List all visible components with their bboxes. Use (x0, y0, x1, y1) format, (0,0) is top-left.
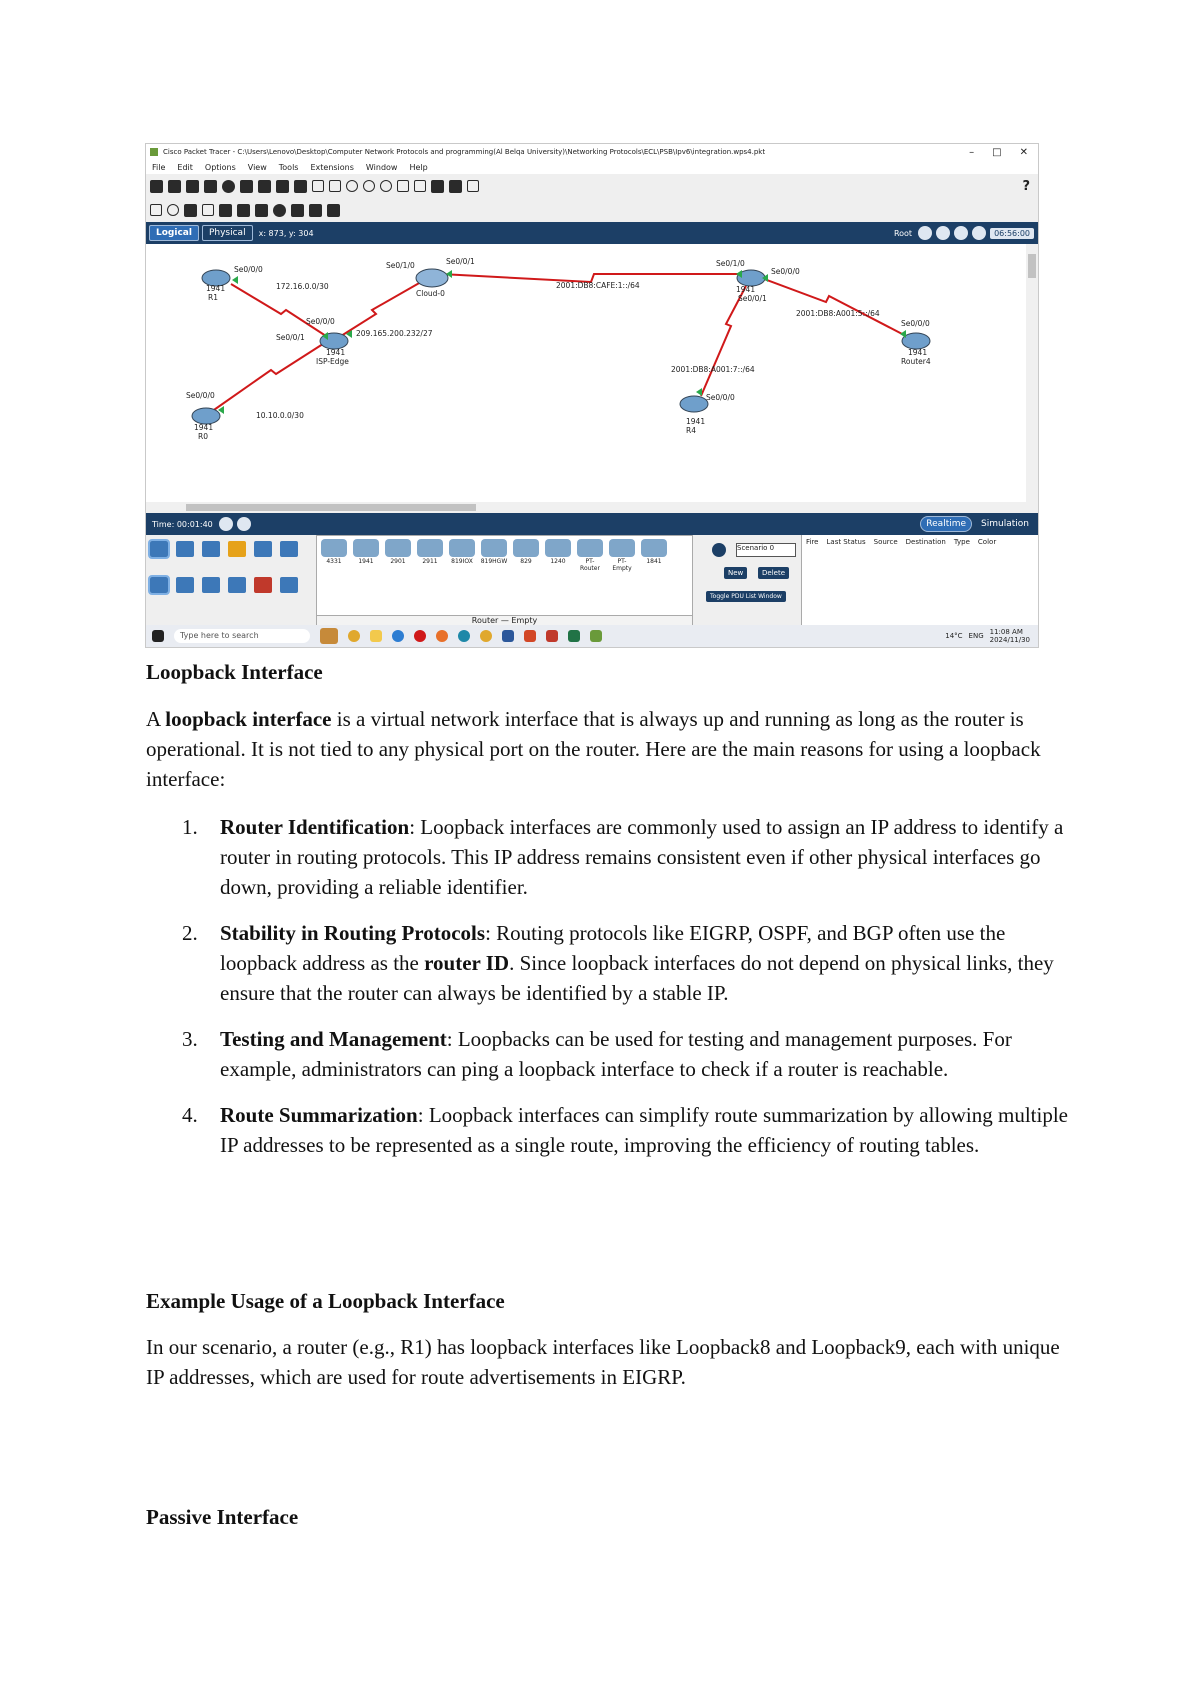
loopback-reasons-list (146, 812, 1076, 1176)
router-icon (385, 539, 411, 557)
add-complex-pdu-icon[interactable] (327, 204, 340, 217)
port-label: Se0/0/1 (276, 333, 305, 342)
menu-edit[interactable]: Edit (177, 162, 193, 172)
device-model: 1941 (686, 417, 706, 426)
taskbar-search-input[interactable]: Type here to search (174, 629, 310, 643)
firefox-icon[interactable] (436, 630, 448, 642)
multiuser-icon[interactable] (280, 541, 298, 557)
menu-extensions[interactable]: Extensions (310, 162, 354, 172)
maximize-button[interactable]: □ (992, 146, 1002, 158)
common-tools-bar (146, 198, 1038, 223)
device-tile[interactable] (384, 539, 412, 572)
device-tile-label: 2911 (422, 558, 438, 565)
device-panel (146, 535, 1038, 625)
drawing-palette-icon[interactable] (397, 180, 409, 192)
port-label: Se0/0/0 (901, 319, 930, 328)
delete-scenario-button[interactable]: Delete (758, 567, 789, 579)
pdf-icon[interactable] (546, 630, 558, 642)
simulation-mode-button[interactable]: Simulation (981, 519, 1029, 529)
windows-taskbar (146, 625, 1038, 647)
undo-icon[interactable] (312, 180, 324, 192)
time-display: Time: 00:01:40 (152, 519, 213, 529)
scenario-icon (712, 543, 726, 557)
save-icon[interactable] (186, 180, 199, 193)
device-model: 1941 (326, 348, 346, 357)
language-indicator: ENG (968, 632, 984, 640)
device-tile-label: 819HGW (480, 558, 508, 565)
menu-help[interactable]: Help (409, 162, 428, 172)
device-tile-label: 2901 (390, 558, 406, 565)
pdu-col-destination: Destination (905, 538, 946, 546)
network-label: 209.165.200.232/27 (356, 329, 433, 338)
device-tile-label: 1240 (550, 558, 566, 565)
chrome-alt-icon[interactable] (480, 630, 492, 642)
toggle-pdu-list-button[interactable]: Toggle PDU List Window (706, 591, 786, 602)
device-tile-label: PT-Router (580, 558, 600, 572)
device-list (316, 535, 693, 627)
loopback-intro: A loopback interface is a virtual network interface that is always up and running as long as the router is operational. It is not tied to any physical port on the router. Here are the main reasons for using a loopback interface: (146, 707, 1041, 791)
device-model: 1941 (194, 423, 214, 432)
draw-ellipse-icon[interactable] (273, 204, 286, 217)
minimize-button[interactable]: – (969, 146, 975, 158)
opera-icon[interactable] (414, 630, 426, 642)
menu-view[interactable]: View (247, 162, 267, 172)
resize-icon[interactable] (202, 204, 214, 216)
list-item: 1. Router Identification: Loopback interfaces are commonly used to assign an IP address to identify a router in routing protocols. This IP address remains consistent even if other physical interfaces go down, providing a reliable identifier. (182, 815, 1064, 899)
activity-wizard-icon[interactable] (258, 180, 271, 193)
tab-physical[interactable]: Physical (202, 225, 253, 241)
network-label: 10.10.0.0/30 (256, 411, 304, 420)
device-name: Cloud-0 (416, 289, 445, 298)
port-label: Se0/0/0 (186, 391, 215, 400)
example-paragraph: In our scenario, a router (e.g., R1) has loopback interfaces like Loopback8 and Loopback9, each with unique IP addresses, which are used for route advertisements in EIGRP. (146, 1335, 1060, 1389)
example-heading: Example Usage of a Loopback Interface (146, 1289, 505, 1313)
device-model: 1941 (908, 348, 928, 357)
router-icon (321, 539, 347, 557)
list-item: 3. Testing and Management: Loopbacks can be used for testing and management purposes. For example, administrators can ping a loopback interface to check if a router is reachable. (182, 1027, 1012, 1081)
loopback-heading: Loopback Interface (146, 660, 323, 684)
router-icon (641, 539, 667, 557)
device-tile[interactable] (512, 539, 540, 572)
wireless-icon[interactable] (228, 577, 246, 593)
menu-bar (146, 160, 1038, 174)
device-tile-label: 4331 (326, 558, 342, 565)
device-tile[interactable] (576, 539, 604, 572)
zoom-out-icon[interactable] (380, 180, 392, 192)
word-icon[interactable] (502, 630, 514, 642)
zoom-in-icon[interactable] (346, 180, 358, 192)
tab-logical[interactable]: Logical (149, 225, 199, 241)
weather-temperature: 14°C (945, 632, 963, 640)
print-icon[interactable] (204, 180, 217, 193)
root-label: Root (893, 228, 913, 238)
topology-diagram (146, 244, 1026, 502)
device-tile[interactable] (448, 539, 476, 572)
device-tile[interactable] (640, 539, 668, 572)
pdu-col-source: Source (873, 538, 898, 546)
add-simple-pdu-icon[interactable] (309, 204, 322, 217)
paste-icon[interactable] (294, 180, 307, 193)
pdu-list (801, 535, 1038, 625)
link-ispedge-cloud[interactable] (341, 282, 421, 336)
network-label: 172.16.0.0/30 (276, 282, 329, 291)
pdu-col-last-status: Last Status (826, 538, 866, 546)
router-icon (577, 539, 603, 557)
device-tile[interactable] (352, 539, 380, 572)
router-icon (545, 539, 571, 557)
device-tile[interactable] (480, 539, 508, 572)
router-r3[interactable] (680, 396, 708, 412)
router-icon (449, 539, 475, 557)
logical-workspace-bar (146, 222, 1038, 244)
notes-icon[interactable] (431, 180, 444, 193)
zoom-reset-icon[interactable] (363, 180, 375, 192)
router-router4[interactable] (902, 333, 930, 349)
info-icon[interactable] (222, 180, 235, 193)
powerpoint-icon[interactable] (524, 630, 536, 642)
window-title-bar (146, 144, 1038, 160)
port-label: Se0/0/0 (306, 317, 335, 326)
time-bar (146, 513, 1038, 535)
loopback-term: loopback interface (165, 707, 332, 731)
pdu-col-color: Color (977, 538, 997, 546)
file-explorer-icon[interactable] (370, 630, 382, 642)
inspect-icon[interactable] (167, 204, 179, 216)
security-icon[interactable] (254, 577, 272, 593)
navigation-icon[interactable] (954, 226, 968, 240)
device-name: R0 (198, 432, 208, 441)
router-icon (481, 539, 507, 557)
bear-widget-icon[interactable] (320, 628, 338, 644)
menu-window[interactable]: Window (365, 162, 398, 172)
app-icon (150, 148, 158, 156)
link-r1-ispedge[interactable] (231, 284, 326, 336)
hubs-icon[interactable] (202, 577, 220, 593)
port-label: Se0/1/0 (386, 261, 415, 270)
port-label: Se0/0/0 (706, 393, 735, 402)
end-devices-icon[interactable] (176, 541, 194, 557)
excel-icon[interactable] (568, 630, 580, 642)
network-devices-icon[interactable] (150, 541, 168, 557)
freeform-icon[interactable] (291, 204, 304, 217)
workspace-horizontal-scrollbar[interactable] (146, 502, 1038, 513)
device-tile-label: 829 (520, 558, 532, 565)
window-title: Cisco Packet Tracer - C:\Users\Lenovo\Desktop\Computer Network Protocols and programming(Al Belqa University)\Networking Protocols\ECL\PSB\Ipv6\integration.wps4.pkt (163, 148, 766, 156)
main-toolbar (146, 174, 1038, 199)
device-tile[interactable] (608, 539, 636, 572)
place-note-icon[interactable] (219, 204, 232, 217)
list-item: 4. Route Summarization: Loopback interfaces can simplify route summarization by allowing multiple IP addresses to be represented as a single route, improving the efficiency of routing tables. (182, 1103, 1068, 1157)
copy-icon[interactable] (276, 180, 289, 193)
network-info-icon[interactable] (240, 180, 253, 193)
components-icon[interactable] (202, 541, 220, 557)
menu-file[interactable]: File (152, 162, 166, 172)
scenario-select[interactable]: Scenario 0 (736, 543, 796, 557)
cursor-coordinates: x: 873, y: 304 (258, 228, 314, 238)
device-name: ISP-Edge (316, 357, 349, 366)
fast-forward-icon[interactable] (237, 517, 251, 531)
tray-date: 2024/11/30 (989, 636, 1030, 644)
port-label: Se0/0/0 (234, 265, 263, 274)
network-label: 2001:DB8:A001:5::/64 (796, 309, 880, 318)
device-model: 1941 (736, 285, 756, 294)
device-tile-label: 819IOX (451, 558, 473, 565)
scenario-panel (706, 535, 801, 625)
device-tile-label: 1841 (646, 558, 662, 565)
port-label: Se0/1/0 (716, 259, 745, 268)
device-tile[interactable] (544, 539, 572, 572)
ipc-icon[interactable] (449, 180, 462, 193)
device-tile[interactable] (416, 539, 444, 572)
settings-icon[interactable] (392, 630, 404, 642)
draw-line-icon[interactable] (237, 204, 250, 217)
routers-icon[interactable] (150, 577, 168, 593)
router-icon (353, 539, 379, 557)
connections-icon[interactable] (228, 541, 246, 557)
device-tile-label: PT-Empty (612, 558, 632, 572)
port-label: Se0/0/1 (446, 257, 475, 266)
device-tile-label: 1941 (358, 558, 374, 565)
router-r2[interactable] (192, 408, 220, 424)
select-icon[interactable] (150, 204, 162, 216)
network-label: 2001:DB8:A001:7::/64 (671, 365, 755, 374)
cloud-device[interactable] (416, 269, 448, 287)
redo-icon[interactable] (329, 180, 341, 192)
tray-time: 11:08 AM (989, 628, 1023, 636)
switches-icon[interactable] (176, 577, 194, 593)
list-item: 2. Stability in Routing Protocols: Routing protocols like EIGRP, OSPF, and BGP often use the loopback address as the router ID. Since loopback interfaces do not depend on physical links, they ensure that the router can always be identified by a stable IP. (182, 921, 1054, 1005)
back-icon[interactable] (918, 226, 932, 240)
menu-tools[interactable]: Tools (278, 162, 299, 172)
device-tile[interactable] (320, 539, 348, 572)
passive-heading: Passive Interface (146, 1505, 299, 1529)
new-file-icon[interactable] (150, 180, 163, 193)
draw-rectangle-icon[interactable] (255, 204, 268, 217)
pdu-col-fire: Fire (806, 538, 819, 546)
workspace-vertical-scrollbar[interactable] (1026, 244, 1038, 502)
workspace-clock: 06:56:00 (990, 228, 1034, 239)
system-tray (945, 628, 1038, 644)
packet-tracer-screenshot (145, 143, 1039, 648)
device-name: R1 (208, 293, 218, 302)
power-cycle-icon[interactable] (219, 517, 233, 531)
link-r0-router4[interactable] (756, 276, 906, 336)
device-model: 1941 (206, 284, 226, 293)
cluster-icon[interactable] (936, 226, 950, 240)
misc-icon[interactable] (254, 541, 272, 557)
chrome-icon[interactable] (348, 630, 360, 642)
device-categories (146, 535, 316, 625)
edge-icon[interactable] (458, 630, 470, 642)
menu-options[interactable]: Options (204, 162, 236, 172)
delete-icon[interactable] (184, 204, 197, 217)
router-icon (609, 539, 635, 557)
router-icon (417, 539, 443, 557)
device-name: R4 (686, 426, 696, 435)
new-scenario-button[interactable]: New (724, 567, 747, 579)
pdu-col-type: Type (953, 538, 970, 546)
packet-tracer-icon[interactable] (590, 630, 602, 642)
close-button[interactable]: ✕ (1019, 146, 1028, 158)
port-label: Se0/0/0 (771, 267, 800, 276)
custom-devices-icon[interactable] (414, 180, 426, 192)
wan-emulation-icon[interactable] (280, 577, 298, 593)
help-button[interactable]: ? (1022, 178, 1030, 194)
windows-start-icon[interactable] (152, 630, 164, 642)
open-folder-icon[interactable] (168, 180, 181, 193)
device-list-caption: Router — Empty (317, 615, 692, 626)
link-ispedge-r2[interactable] (211, 342, 326, 412)
viewport-icon[interactable] (972, 226, 986, 240)
device-name: Router4 (901, 357, 931, 366)
router-icon (513, 539, 539, 557)
screenshot-icon[interactable] (467, 180, 479, 192)
port-label: Se0/0/1 (738, 294, 767, 303)
network-label: 2001:DB8:CAFE:1::/64 (556, 281, 640, 290)
topology-workspace[interactable] (146, 244, 1026, 502)
realtime-mode-button[interactable]: Realtime (920, 516, 972, 532)
